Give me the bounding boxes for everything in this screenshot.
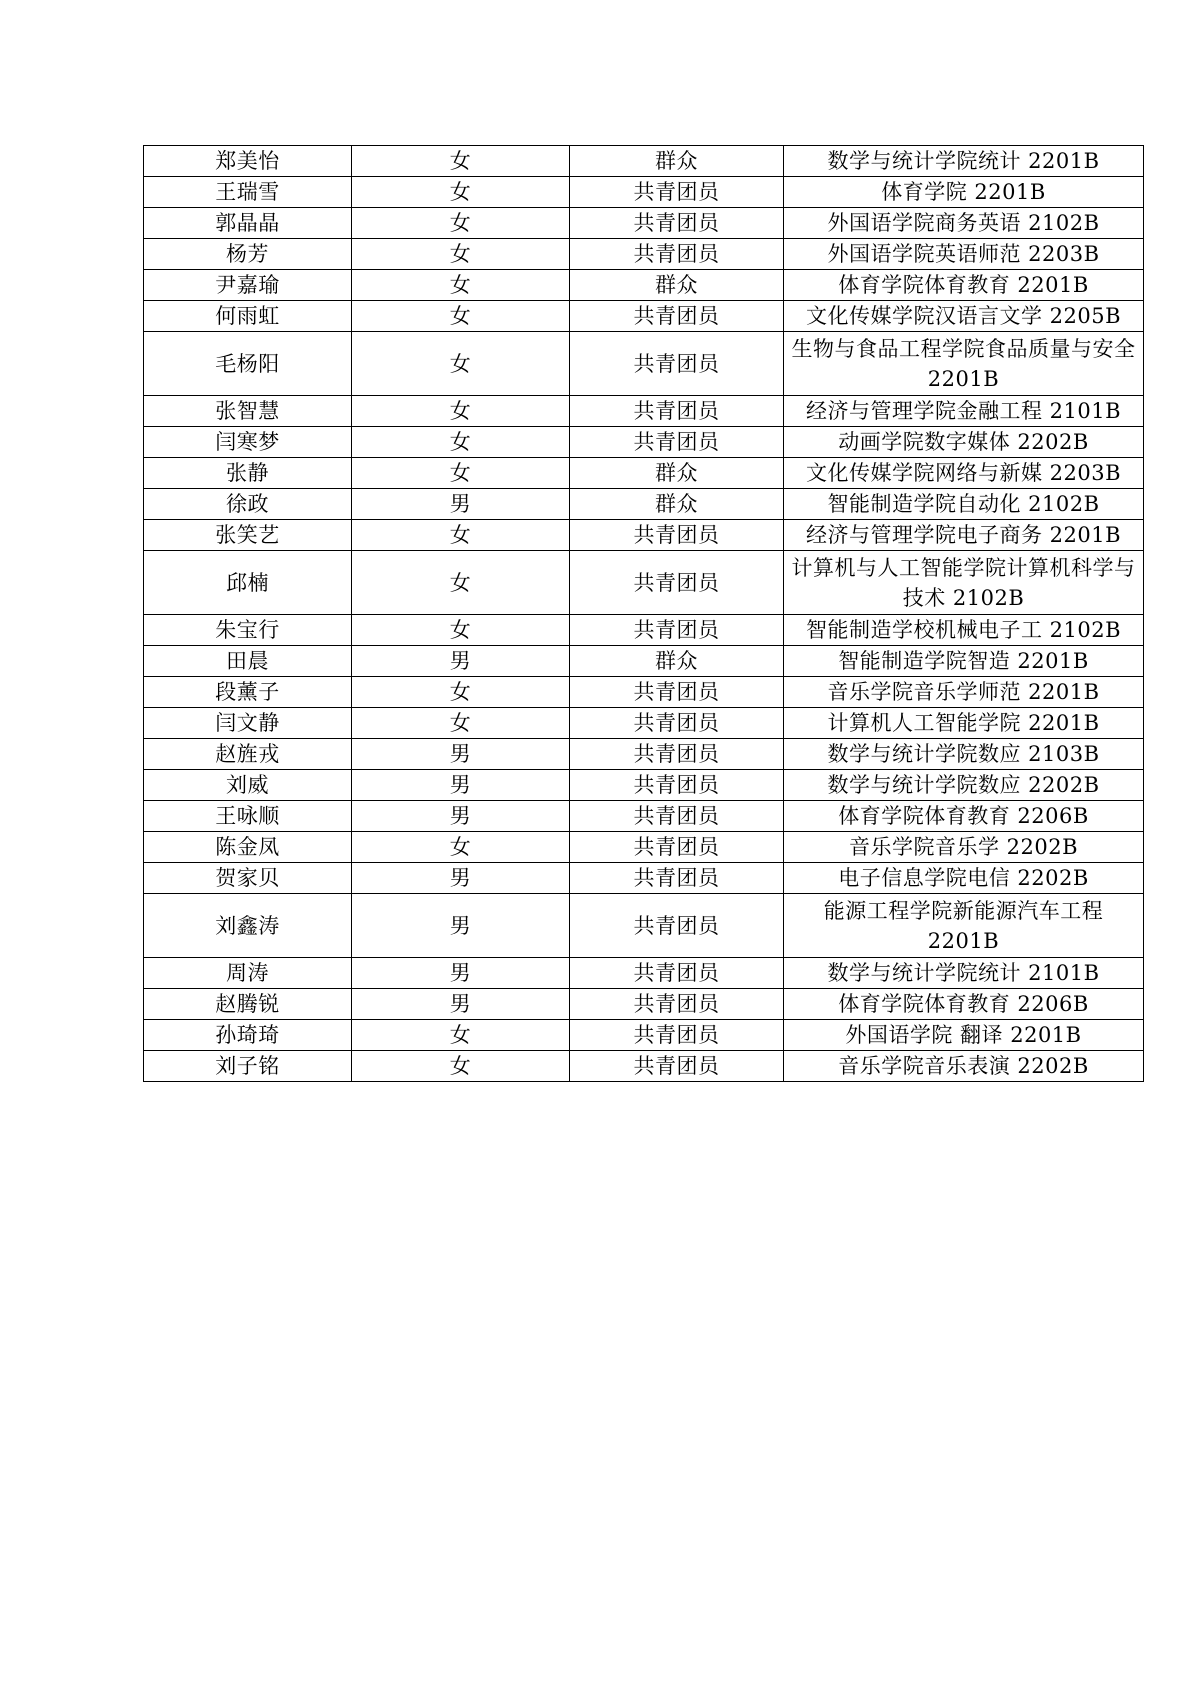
student-name-cell: 张智慧 — [144, 396, 352, 427]
student-name-cell: 郭晶晶 — [144, 208, 352, 239]
class-cell: 音乐学院音乐学师范 2201B — [784, 677, 1144, 708]
political-status-cell: 共青团员 — [570, 177, 784, 208]
student-name-cell: 王瑞雪 — [144, 177, 352, 208]
gender-cell: 女 — [352, 520, 570, 551]
class-cell: 音乐学院音乐学 2202B — [784, 832, 1144, 863]
student-name-cell: 闫文静 — [144, 708, 352, 739]
class-cell: 数学与统计学院统计 2101B — [784, 958, 1144, 989]
gender-cell: 女 — [352, 177, 570, 208]
class-cell: 电子信息学院电信 2202B — [784, 863, 1144, 894]
student-name-cell: 周涛 — [144, 958, 352, 989]
table-row — [144, 551, 1144, 615]
table-row — [144, 396, 1144, 427]
gender-cell: 女 — [352, 427, 570, 458]
student-name-cell: 杨芳 — [144, 239, 352, 270]
political-status-cell: 共青团员 — [570, 958, 784, 989]
table-row — [144, 989, 1144, 1020]
class-cell: 外国语学院英语师范 2203B — [784, 239, 1144, 270]
student-name-cell: 朱宝行 — [144, 615, 352, 646]
political-status-cell: 共青团员 — [570, 301, 784, 332]
student-name-cell: 尹嘉瑜 — [144, 270, 352, 301]
table-row — [144, 646, 1144, 677]
student-name-cell: 张笑艺 — [144, 520, 352, 551]
gender-cell: 女 — [352, 677, 570, 708]
table-row — [144, 1020, 1144, 1051]
political-status-cell: 共青团员 — [570, 239, 784, 270]
table-row — [144, 739, 1144, 770]
table-row — [144, 427, 1144, 458]
table-row — [144, 958, 1144, 989]
table-row — [144, 520, 1144, 551]
political-status-cell: 共青团员 — [570, 332, 784, 396]
gender-cell: 女 — [352, 708, 570, 739]
class-cell: 数学与统计学院数应 2202B — [784, 770, 1144, 801]
table-row — [144, 832, 1144, 863]
table-row — [144, 177, 1144, 208]
gender-cell: 男 — [352, 646, 570, 677]
table-row — [144, 1051, 1144, 1082]
student-name-cell: 邱楠 — [144, 551, 352, 615]
student-name-cell: 田晨 — [144, 646, 352, 677]
gender-cell: 女 — [352, 1051, 570, 1082]
class-cell: 动画学院数字媒体 2202B — [784, 427, 1144, 458]
class-cell: 数学与统计学院统计 2201B — [784, 146, 1144, 177]
class-cell: 计算机人工智能学院 2201B — [784, 708, 1144, 739]
class-cell: 能源工程学院新能源汽车工程 2201B — [784, 894, 1144, 958]
political-status-cell: 共青团员 — [570, 770, 784, 801]
political-status-cell: 共青团员 — [570, 832, 784, 863]
student-name-cell: 段薰子 — [144, 677, 352, 708]
gender-cell: 女 — [352, 270, 570, 301]
class-cell: 智能制造学校机械电子工 2102B — [784, 615, 1144, 646]
student-name-cell: 刘子铭 — [144, 1051, 352, 1082]
political-status-cell: 共青团员 — [570, 1020, 784, 1051]
political-status-cell: 群众 — [570, 489, 784, 520]
table-row — [144, 677, 1144, 708]
class-cell: 经济与管理学院金融工程 2101B — [784, 396, 1144, 427]
gender-cell: 男 — [352, 894, 570, 958]
gender-cell: 男 — [352, 801, 570, 832]
table-row — [144, 894, 1144, 958]
table-row — [144, 208, 1144, 239]
gender-cell: 男 — [352, 863, 570, 894]
gender-cell: 男 — [352, 958, 570, 989]
class-cell: 外国语学院商务英语 2102B — [784, 208, 1144, 239]
political-status-cell: 群众 — [570, 458, 784, 489]
class-cell: 体育学院体育教育 2206B — [784, 801, 1144, 832]
table-row — [144, 801, 1144, 832]
political-status-cell: 群众 — [570, 146, 784, 177]
student-name-cell: 闫寒梦 — [144, 427, 352, 458]
class-cell: 音乐学院音乐表演 2202B — [784, 1051, 1144, 1082]
gender-cell: 男 — [352, 739, 570, 770]
gender-cell: 女 — [352, 208, 570, 239]
gender-cell: 女 — [352, 551, 570, 615]
table-row — [144, 489, 1144, 520]
gender-cell: 男 — [352, 489, 570, 520]
political-status-cell: 共青团员 — [570, 615, 784, 646]
political-status-cell: 共青团员 — [570, 1051, 784, 1082]
class-cell: 经济与管理学院电子商务 2201B — [784, 520, 1144, 551]
class-cell: 文化传媒学院网络与新媒 2203B — [784, 458, 1144, 489]
political-status-cell: 共青团员 — [570, 396, 784, 427]
student-name-cell: 王咏顺 — [144, 801, 352, 832]
roster-table-body — [144, 146, 1144, 1082]
class-cell: 生物与食品工程学院食品质量与安全 2201B — [784, 332, 1144, 396]
gender-cell: 男 — [352, 989, 570, 1020]
class-cell: 计算机与人工智能学院计算机科学与技术 2102B — [784, 551, 1144, 615]
class-cell: 数学与统计学院数应 2103B — [784, 739, 1144, 770]
political-status-cell: 共青团员 — [570, 739, 784, 770]
table-row — [144, 301, 1144, 332]
political-status-cell: 共青团员 — [570, 208, 784, 239]
student-name-cell: 何雨虹 — [144, 301, 352, 332]
class-cell: 外国语学院 翻译 2201B — [784, 1020, 1144, 1051]
gender-cell: 女 — [352, 146, 570, 177]
political-status-cell: 共青团员 — [570, 863, 784, 894]
class-cell: 文化传媒学院汉语言文学 2205B — [784, 301, 1144, 332]
gender-cell: 女 — [352, 239, 570, 270]
class-cell: 智能制造学院自动化 2102B — [784, 489, 1144, 520]
gender-cell: 男 — [352, 770, 570, 801]
table-row — [144, 770, 1144, 801]
student-name-cell: 刘鑫涛 — [144, 894, 352, 958]
student-name-cell: 郑美怡 — [144, 146, 352, 177]
political-status-cell: 共青团员 — [570, 989, 784, 1020]
political-status-cell: 共青团员 — [570, 708, 784, 739]
student-name-cell: 贺家贝 — [144, 863, 352, 894]
political-status-cell: 共青团员 — [570, 427, 784, 458]
student-name-cell: 毛杨阳 — [144, 332, 352, 396]
table-row — [144, 239, 1144, 270]
student-name-cell: 徐政 — [144, 489, 352, 520]
table-row — [144, 270, 1144, 301]
class-cell: 智能制造学院智造 2201B — [784, 646, 1144, 677]
student-name-cell: 刘威 — [144, 770, 352, 801]
table-row — [144, 146, 1144, 177]
table-row — [144, 708, 1144, 739]
student-name-cell: 孙琦琦 — [144, 1020, 352, 1051]
class-cell: 体育学院 2201B — [784, 177, 1144, 208]
student-roster-table — [143, 145, 1144, 1082]
table-row — [144, 332, 1144, 396]
student-name-cell: 陈金凤 — [144, 832, 352, 863]
table-row — [144, 863, 1144, 894]
political-status-cell: 共青团员 — [570, 520, 784, 551]
political-status-cell: 共青团员 — [570, 894, 784, 958]
gender-cell: 女 — [352, 396, 570, 427]
gender-cell: 女 — [352, 832, 570, 863]
student-name-cell: 赵腾锐 — [144, 989, 352, 1020]
student-name-cell: 赵旌戎 — [144, 739, 352, 770]
political-status-cell: 群众 — [570, 646, 784, 677]
gender-cell: 女 — [352, 332, 570, 396]
class-cell: 体育学院体育教育 2206B — [784, 989, 1144, 1020]
class-cell: 体育学院体育教育 2201B — [784, 270, 1144, 301]
political-status-cell: 共青团员 — [570, 801, 784, 832]
political-status-cell: 群众 — [570, 270, 784, 301]
gender-cell: 女 — [352, 1020, 570, 1051]
student-name-cell: 张静 — [144, 458, 352, 489]
gender-cell: 女 — [352, 458, 570, 489]
table-row — [144, 458, 1144, 489]
gender-cell: 女 — [352, 615, 570, 646]
political-status-cell: 共青团员 — [570, 551, 784, 615]
table-row — [144, 615, 1144, 646]
gender-cell: 女 — [352, 301, 570, 332]
political-status-cell: 共青团员 — [570, 677, 784, 708]
